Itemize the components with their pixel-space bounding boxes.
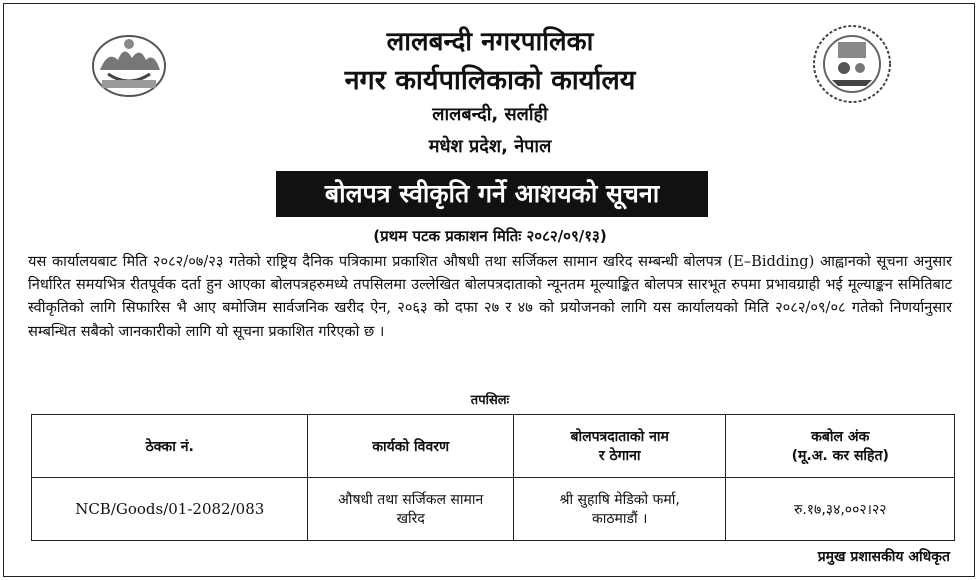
- cell-bidder-line1: श्री सुहाषि मेडिको फर्मा,: [559, 492, 680, 508]
- header-bidder-line2: र ठेगाना: [598, 448, 641, 464]
- header-bidder-line1: बोलपत्रदाताको नाम: [570, 429, 669, 445]
- table-row: [32, 478, 955, 541]
- cell-description-line1: औषधी तथा सर्जिकल सामान: [338, 492, 484, 508]
- cell-contract-no: NCB/Goods/01-2082/083: [32, 478, 308, 541]
- cell-description: [308, 478, 513, 541]
- province-line: मधेश प्रदेश, नेपाल: [428, 136, 552, 157]
- publication-date: (प्रथम पटक प्रकाशन मितिः २०८२/०९/१३): [373, 227, 607, 245]
- notice-body: यस कार्यालयबाट मिति २०८२/०७/२३ गतेको राष्ट्रिय दैनिक पत्रिकामा प्रकाशित औषधी तथा सर्जिकल सामान खरिद सम्बन्धी बोलपत्र (E–Bidding) आह्वानको सूचना अनुसार निर्धारित समयभित्र रीतपूर्वक दर्ता हुन आएका बोलपत्रहरुमध्ये तपसिलमा उल्लेखित बोलपत्रदाताको न्यूनतम मूल्याङ्कित बोलपत्र सारभूत रुपमा प्रभावग्राही भई मूल्याङ्कन समितिबाट स्वीकृतिको लागि सिफारिस भै आए बमोजिम सार्वजनिक खरीद ऐन, २०६३ को दफा २७ र ४७ को प्रयोजनको लागि यस कार्यालयको मिति २०८२/०९/०८ गतेको निणर्यानुसार सम्बन्धित सबैको जानकारीको लागि यो सूचना प्रकाशित गरिएको छ ।: [28, 253, 953, 340]
- municipality-name: लालबन्दी नगरपालिका: [386, 27, 594, 57]
- office-name: नगर कार्यपालिकाको कार्यालय: [344, 65, 636, 96]
- bid-table: [31, 414, 955, 541]
- header-bidder: [513, 415, 726, 478]
- header-amount-line2: (मू.अ. कर सहित): [791, 448, 889, 464]
- signatory-title: प्रमुख प्रशासकीय अधिकृत: [817, 549, 950, 565]
- cell-bidder: [513, 478, 726, 541]
- table-header-row: [32, 415, 955, 478]
- notice-title-banner: बोलपत्र स्वीकृति गर्ने आशयको सूचना: [276, 171, 708, 217]
- cell-amount: रु.१७,३४,००२।२२: [726, 478, 955, 541]
- cell-bidder-line2: काठमाडौं ।: [592, 511, 648, 527]
- header-description: कार्यको विवरण: [308, 415, 513, 478]
- header-amount: [726, 415, 955, 478]
- header-amount-line1: कबोल अंक: [811, 429, 870, 445]
- cell-description-line2: खरिद: [396, 511, 425, 527]
- location-line: लालबन्दी, सर्लाही: [432, 104, 548, 125]
- header-contract-no: ठेक्का नं.: [32, 415, 308, 478]
- schedule-label: तपसिलः: [470, 393, 510, 408]
